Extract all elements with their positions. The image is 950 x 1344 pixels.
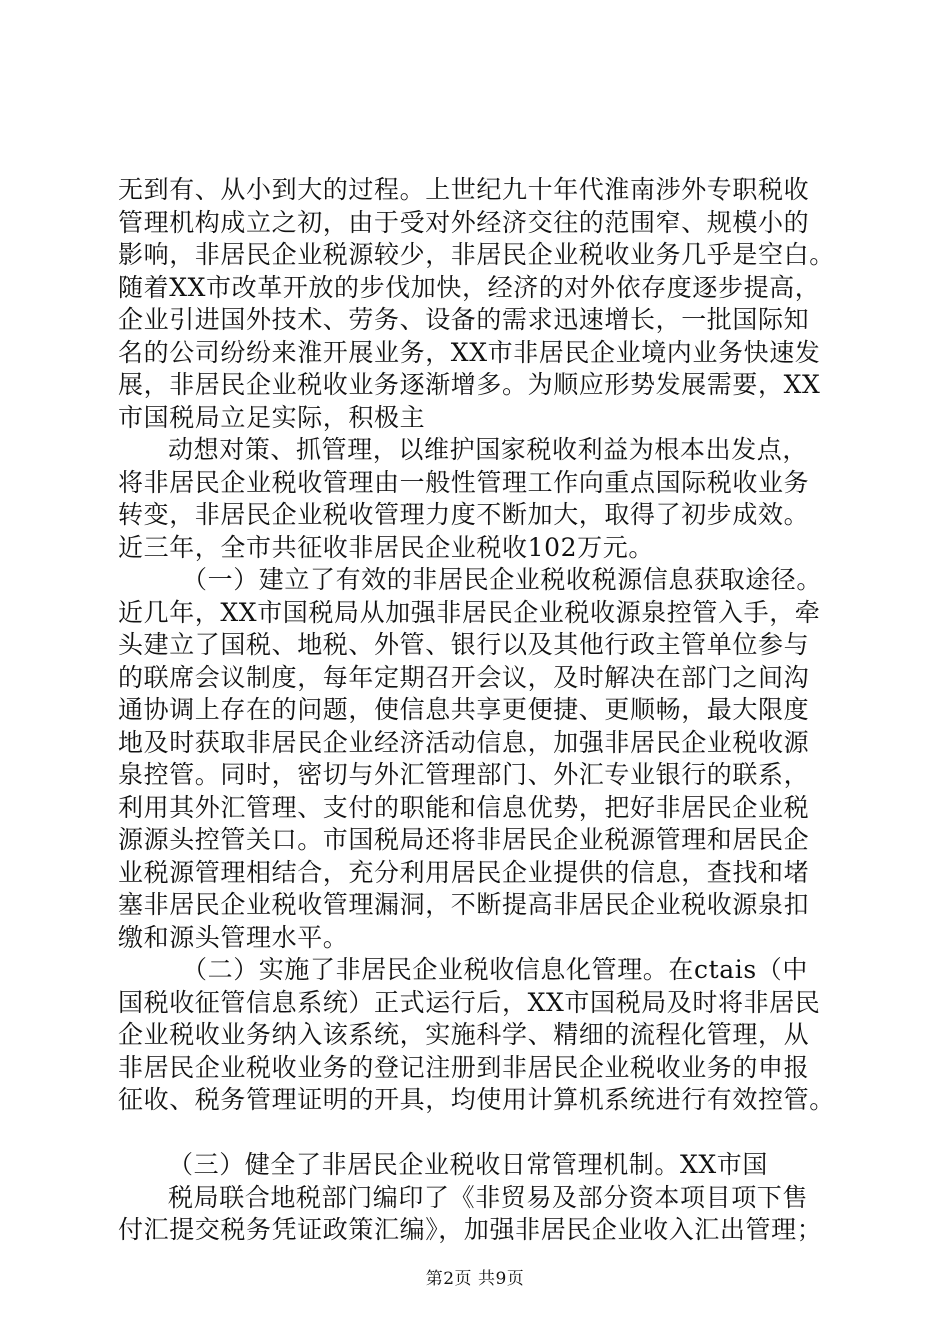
text-line: 头建立了国税、地税、外管、银行以及其他行政主管单位参与 [118, 630, 810, 659]
text-line: 泉控管。同时，密切与外汇管理部门、外汇专业银行的联系， [118, 760, 810, 789]
text-line: （二）实施了非居民企业税收信息化管理。在ctais（中 [182, 955, 808, 984]
text-line: 影响，非居民企业税源较少，非居民企业税收业务几乎是空白。 [118, 240, 835, 269]
text-line: 通协调上存在的问题，使信息共享更便捷、更顺畅，最大限度 [118, 695, 810, 724]
text-line: 税局联合地税部门编印了《非贸易及部分资本项目项下售 [168, 1182, 809, 1212]
text-line: 国税收征管信息系统）正式运行后，XX市国税局及时将非居民 [118, 987, 821, 1017]
text-line: 随着XX市改革开放的步伐加快，经济的对外依存度逐步提高， [118, 272, 821, 302]
document-body [118, 174, 848, 1247]
blank-line [118, 1117, 848, 1150]
text-line: （三）健全了非居民企业税收日常管理机制。XX市国 [168, 1150, 768, 1179]
text-line: （一）建立了有效的非居民企业税收税源信息获取途径。 [182, 565, 823, 594]
text-line: 转变，非居民企业税收管理力度不断加大，取得了初步成效。 [118, 500, 810, 529]
text-line: 动想对策、抓管理，以维护国家税收利益为根本出发点， [168, 435, 809, 464]
text-line: 利用其外汇管理、支付的职能和信息优势，把好非居民企业税 [118, 792, 810, 822]
text-line: 将非居民企业税收管理由一般性管理工作向重点国际税收业务 [118, 467, 810, 497]
text-line: 非居民企业税收业务的登记注册到非居民企业税收业务的申报 [118, 1052, 810, 1082]
text-line: 企业税收业务纳入该系统，实施科学、精细的流程化管理，从 [118, 1020, 810, 1049]
text-line: 无到有、从小到大的过程。上世纪九十年代淮南涉外专职税收 [118, 175, 810, 204]
page-footer: 第2页 共9页 [425, 1269, 525, 1289]
text-line: 征收、税务管理证明的开具，均使用计算机系统进行有效控管。 [118, 1085, 835, 1114]
text-line: 地及时获取非居民企业经济活动信息，加强非居民企业税收源 [118, 727, 810, 757]
text-line: 展，非居民企业税收业务逐渐增多。为顺应形势发展需要，XX [118, 370, 821, 399]
text-line: 缴和源头管理水平。 [118, 922, 349, 952]
text-line: 管理机构成立之初，由于受对外经济交往的范围窄、规模小的 [118, 207, 810, 237]
text-line: 企业引进国外技术、劳务、设备的需求迅速增长，一批国际知 [118, 305, 810, 334]
text-line: 近几年，XX市国税局从加强非居民企业税收源泉控管入手，牵 [118, 597, 821, 627]
text-line: 源源头控管关口。市国税局还将非居民企业税源管理和居民企 [118, 825, 810, 854]
text-line: 塞非居民企业税收管理漏洞，不断提高非居民企业税收源泉扣 [118, 890, 810, 919]
text-line: 的联席会议制度，每年定期召开会议，及时解决在部门之间沟 [118, 662, 810, 692]
text-line: 业税源管理相结合，充分利用居民企业提供的信息，查找和堵 [118, 857, 810, 887]
text-line: 近三年，全市共征收非居民企业税收102万元。 [118, 532, 654, 562]
text-line: 市国税局立足实际，积极主 [118, 402, 426, 432]
text-line: 名的公司纷纷来淮开展业务，XX市非居民企业境内业务快速发 [118, 337, 821, 367]
text-line: 付汇提交税务凭证政策汇编》，加强非居民企业收入汇出管理； [118, 1215, 823, 1244]
